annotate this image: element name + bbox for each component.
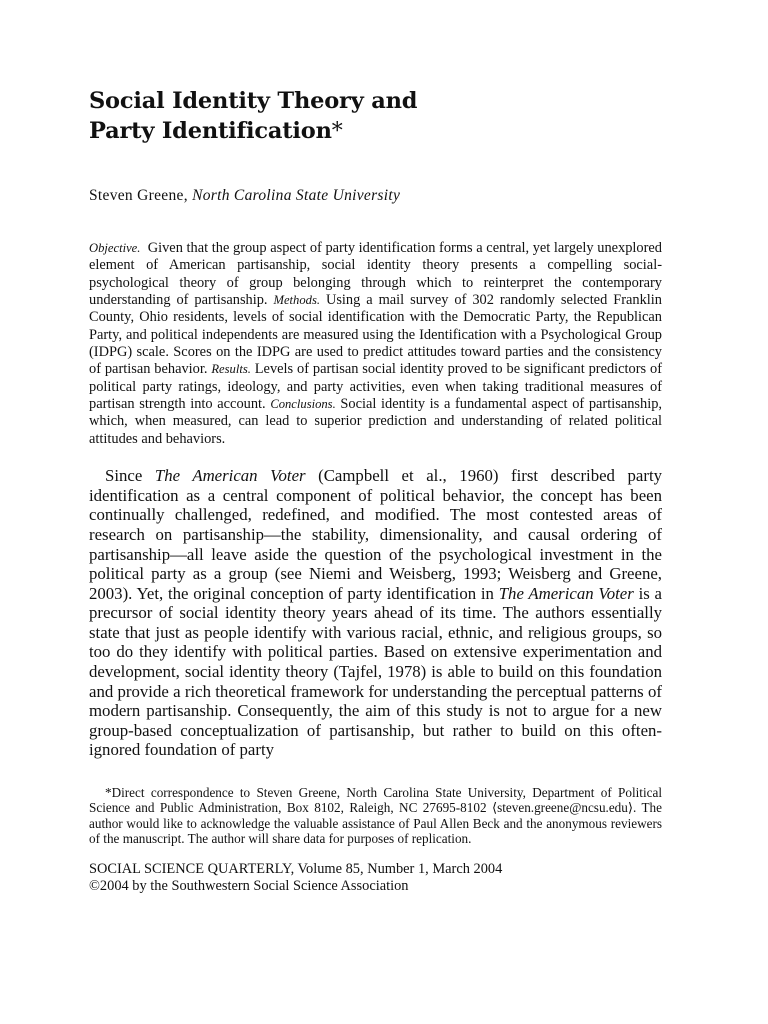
author-affiliation: North Carolina State University — [192, 187, 401, 204]
body-text-part-1: Since — [105, 466, 143, 486]
abstract — [89, 240, 662, 448]
abstract-methods-label: Methods. — [273, 293, 320, 308]
title-line-1: Social Identity Theory and — [89, 88, 418, 114]
abstract-results: Levels of partisan social identity proved to be significant predictors of political party ratings, ideology, and party activities, even when taking traditional measures of partisan strength into account. — [89, 361, 662, 413]
title-footnote-mark: * — [331, 119, 343, 144]
title-line-2 — [89, 116, 662, 147]
journal-copyright: ©2004 by the Southwestern Social Science Association — [89, 878, 409, 895]
abstract-conclusions: Social identity is a fundamental aspect of partisanship, which, when measured, can lead to superior prediction and understanding of related political attitudes and behaviors. — [89, 396, 662, 447]
footnote: *Direct correspondence to Steven Greene, North Carolina State University, Department of Political Science and Public Administration, Box 8102, Raleigh, NC 27695-8102 ⟨steven.greene@ncsu.edu⟩. The author would like to acknowledge the valuable assistance of Paul Allen Beck and the anonymous reviewers of the manuscript. The author will share data for purposes of replication. — [89, 785, 662, 846]
author-line — [89, 186, 662, 206]
book-title-2: The American Voter — [498, 583, 634, 603]
body-paragraph — [89, 466, 662, 760]
title-line-2-text: Party Identification — [89, 118, 332, 144]
journal-citation: SOCIAL SCIENCE QUARTERLY, Volume 85, Number 1, March 2004 — [89, 861, 503, 878]
abstract-objective-label: Objective. — [89, 241, 141, 255]
article-page — [89, 86, 662, 895]
abstract-results-label: Results. — [211, 362, 251, 377]
journal-info — [89, 861, 662, 895]
author-name: Steven Greene, — [89, 187, 188, 204]
body-text-part-2: (Campbell et al., 1960) first described party identification as a central component of political behavior, the concept has been continually challenged, redefined, and modified. The most contested areas of research on partisanship—the stability, dimensionality, and causal ordering of partisanship—all leave aside the question of the psychological investment in the political party as a group (see Niemi and Weisberg, 1993; Weisberg and Greene, 2003). Yet, the original conception of party identification in — [89, 466, 662, 603]
abstract-conclusions-label: Conclusions. — [270, 397, 336, 412]
book-title-1: The American Voter — [154, 466, 306, 486]
body-text-part-3: is a precursor of social identity theory years ahead of its time. The authors essentially state that just as people identify with various racial, ethnic, and religious groups, so too do they identify with political parties. Based on extensive experimentation and development, social identity theory (Tajfel, 1978) is able to build on this foundation and provide a rich theoretical framework for understanding the perceptual patterns of modern partisanship. Consequently, the aim of this study is not to argue for a new group-based conceptualization of partisanship, but rather to build on this often-ignored foundation of party — [89, 583, 662, 760]
abstract-methods: Using a mail survey of 302 randomly selected Franklin County, Ohio residents, levels of social identification with the Democratic Party, the Republican Party, and political independents are measured using the Identification with a Psychological Group (IDPG) scale. Scores on the IDPG are used to predict attitudes toward parties and the consistency of partisan behavior. — [89, 292, 662, 378]
abstract-objective: Given that the group aspect of party identification forms a central, yet largely unexplored element of American partisanship, social identity theory presents a compelling social-psychological theory of group belonging through which to reinterpret the contemporary understanding of partisanship. — [89, 240, 663, 309]
article-title — [89, 86, 662, 147]
